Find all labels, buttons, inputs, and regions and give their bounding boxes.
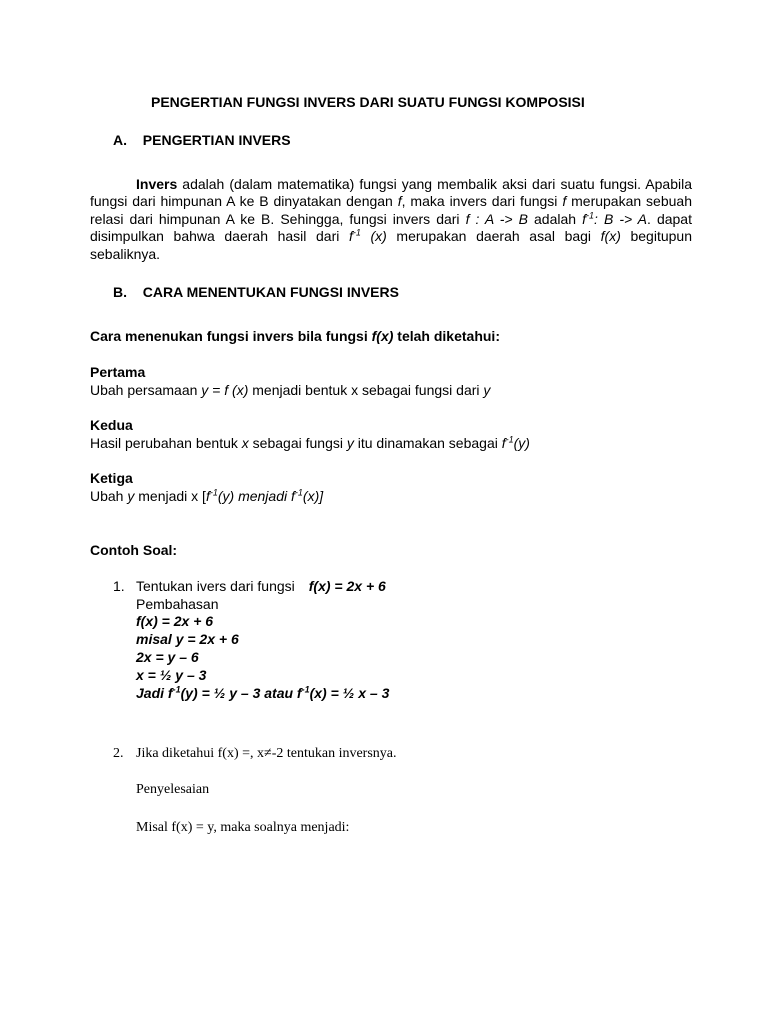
para-map-2: : B -> A [594, 210, 648, 227]
step2-p5: itu dinamakan sebagai [353, 435, 502, 451]
para-inv-f-2: f [348, 228, 353, 245]
ex1-jadi-sup2: -1 [301, 684, 310, 695]
ex2-number: 2. [113, 746, 124, 761]
ex1-conclusion [136, 685, 389, 702]
step1-p1: Ubah persamaan [90, 382, 202, 398]
step2-p4: y [346, 435, 354, 451]
ex1-formula: f(x) = 2x + 6 [308, 578, 386, 594]
step3-p2: y [127, 488, 135, 504]
step2-p7: (y) [513, 435, 530, 451]
para-inv-x: (x) [360, 228, 387, 245]
contoh-soal-heading: Contoh Soal: [90, 542, 178, 558]
step-ketiga-label: Ketiga [90, 470, 133, 486]
step3-sup1: -1 [209, 487, 218, 498]
step-ketiga-text [90, 488, 323, 505]
para-text-5: . dapat disimpulkan bahwa daerah hasil dari [90, 210, 692, 245]
para-text-7: begitupun sebaliknya. [90, 228, 692, 262]
method-heading [90, 328, 500, 345]
step3-p4: f [205, 488, 210, 504]
para-text-4: adalah [527, 210, 583, 227]
step1-p2: y = f (x) [201, 382, 249, 398]
method-heading-tail: telah diketahui: [393, 328, 500, 344]
para-text-2: , maka invers dari fungsi [401, 193, 563, 210]
ex2-misal: Misal f(x) = y, maka soalnya menjadi: [136, 820, 350, 835]
step3-p1: Ubah [90, 488, 128, 504]
step2-p2: x [241, 435, 249, 451]
para-f-1: f [397, 193, 402, 210]
step2-p1: Hasil perubahan bentuk [90, 435, 242, 451]
ex1-question-text: Tentukan ivers dari fungsi [136, 578, 295, 594]
para-inv-sup-2: -1 [352, 227, 361, 238]
para-map-1: f : A -> B [465, 210, 528, 227]
ex1-line-3: 2x = y – 6 [136, 649, 199, 665]
para-text-6: merupakan daerah asal bagi [386, 228, 601, 245]
section-b-title: CARA MENENTUKAN FUNGSI INVERS [142, 284, 399, 300]
ex1-line-4: x = ½ y – 3 [136, 667, 207, 683]
step2-p3: sebagai fungsi [248, 435, 347, 451]
para-text-1: adalah (dalam matematika) fungsi yang membalik aksi dari suatu fungsi. Apabila fungsi dari himpunan A ke B dinyatakan dengan [90, 176, 692, 210]
para-bold-word: Invers [136, 176, 178, 192]
para-inv-sup: -1 [586, 210, 595, 221]
ex1-jadi-c: (x) = ½ x – 3 [309, 685, 390, 701]
ex1-jadi-a: Jadi f [136, 685, 173, 701]
step-pertama-text [90, 382, 490, 399]
step1-p3: menjadi bentuk x sebagai fungsi dari [248, 382, 484, 398]
ex2-penyelesaian: Penyelesaian [136, 782, 210, 797]
method-heading-text: Cara menenukan fungsi invers bila fungsi [90, 328, 372, 344]
step3-p5: (y) menjadi f [217, 488, 295, 504]
para-f-2: f [562, 193, 567, 210]
section-a-heading [113, 132, 291, 149]
step2-p6: f [501, 435, 506, 451]
ex1-number: 1. [113, 578, 125, 594]
step3-sup2: -1 [294, 487, 303, 498]
method-heading-fx: f(x) [371, 328, 394, 344]
step2-sup: -1 [505, 434, 514, 445]
ex1-jadi-sup1: -1 [172, 684, 181, 695]
invers-paragraph [90, 176, 692, 263]
para-inv-f: f [582, 210, 586, 227]
step-pertama-label: Pertama [90, 364, 146, 380]
step3-p6: (x)] [302, 488, 324, 504]
ex1-line-2: misal y = 2x + 6 [136, 631, 239, 647]
ex1-subheading: Pembahasan [136, 596, 219, 612]
ex1-jadi-b: (y) = ½ y – 3 atau f [180, 685, 302, 701]
step-kedua-label: Kedua [90, 417, 133, 433]
ex1-question [136, 578, 386, 595]
ex2-question: Jika diketahui f(x) =, x≠-2 tentukan inversnya. [136, 746, 397, 761]
para-fx: f(x) [600, 228, 621, 245]
section-a-letter: A. [113, 132, 127, 148]
step1-p4: y [483, 382, 491, 398]
step3-p3: menjadi x [ [134, 488, 206, 504]
document-title: PENGERTIAN FUNGSI INVERS DARI SUATU FUNGSI KOMPOSISI [151, 94, 585, 110]
section-a-title: PENGERTIAN INVERS [142, 132, 291, 148]
para-text-3: merupakan sebuah relasi dari himpunan A ke B. Sehingga, fungsi invers dari [90, 193, 692, 227]
step-kedua-text [90, 435, 530, 452]
section-b-heading [113, 284, 399, 301]
section-b-letter: B. [113, 284, 127, 300]
ex1-line-1: f(x) = 2x + 6 [136, 613, 214, 629]
